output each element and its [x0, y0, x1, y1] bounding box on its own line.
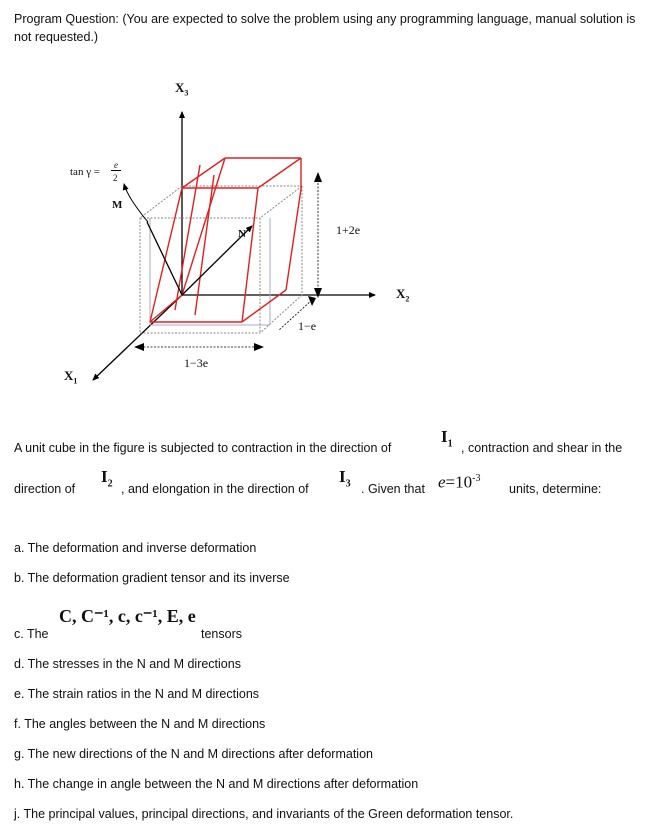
x2-label: $X_2$ [396, 286, 410, 304]
item-j: j. The principal values, principal directions, and invariants of the Green deformation tensor. [14, 807, 514, 821]
statement-line1: A unit cube in the figure is subjected to contraction in the direction of [14, 441, 392, 455]
dim-height-label: 1+2e [336, 223, 361, 237]
statement-line2-mid: , and elongation in the direction of [121, 482, 309, 496]
dim-width-label: 1−3e [184, 356, 209, 370]
axis-x1 [93, 295, 182, 380]
m-label: M [112, 199, 123, 211]
item-a: a. The deformation and inverse deformation [14, 541, 257, 555]
item-f: f. The angles between the N and M directions [14, 717, 266, 731]
i1-symbol: $I_1$ [441, 427, 453, 450]
i3-symbol: $I_3$ [339, 467, 351, 490]
dim-depth-label: 1−e [298, 319, 317, 333]
x1-label: $X_1$ [64, 368, 78, 386]
question-header: Program Question: (You are expected to solve the problem using any programming language, manual solution is not requested.) [14, 12, 636, 44]
gamma-arrow [124, 184, 148, 222]
tan-denominator: 2 [113, 173, 118, 183]
equation-e: $e=10^{-3}$ [438, 472, 481, 492]
deformed-shape [150, 158, 301, 322]
tan-gamma-label: tan γ = [70, 166, 101, 178]
statement-line1-tail: , contraction and shear in the [461, 441, 623, 455]
n-label: N [238, 228, 246, 240]
item-h: h. The change in angle between the N and M directions after deformation [14, 777, 419, 791]
x3-label: $X_3$ [175, 80, 189, 98]
item-e: e. The strain ratios in the N and M directions [14, 687, 260, 701]
statement-given: . Given that [361, 482, 425, 496]
item-b: b. The deformation gradient tensor and its inverse [14, 571, 290, 585]
tan-numerator: e [114, 160, 118, 170]
item-c-head: c. The [14, 627, 49, 641]
item-g: g. The new directions of the N and M directions after deformation [14, 747, 373, 761]
m-direction [147, 222, 182, 295]
statement-line2-head: direction of [14, 482, 76, 496]
i2-symbol: $I_2$ [101, 467, 113, 490]
item-c-symbols: C, C⁻¹, c, c⁻¹, E, e [59, 606, 196, 626]
item-d: d. The stresses in the N and M directions [14, 657, 241, 671]
item-c-tail: tensors [201, 627, 242, 641]
statement-line2-tail: units, determine: [509, 482, 602, 496]
